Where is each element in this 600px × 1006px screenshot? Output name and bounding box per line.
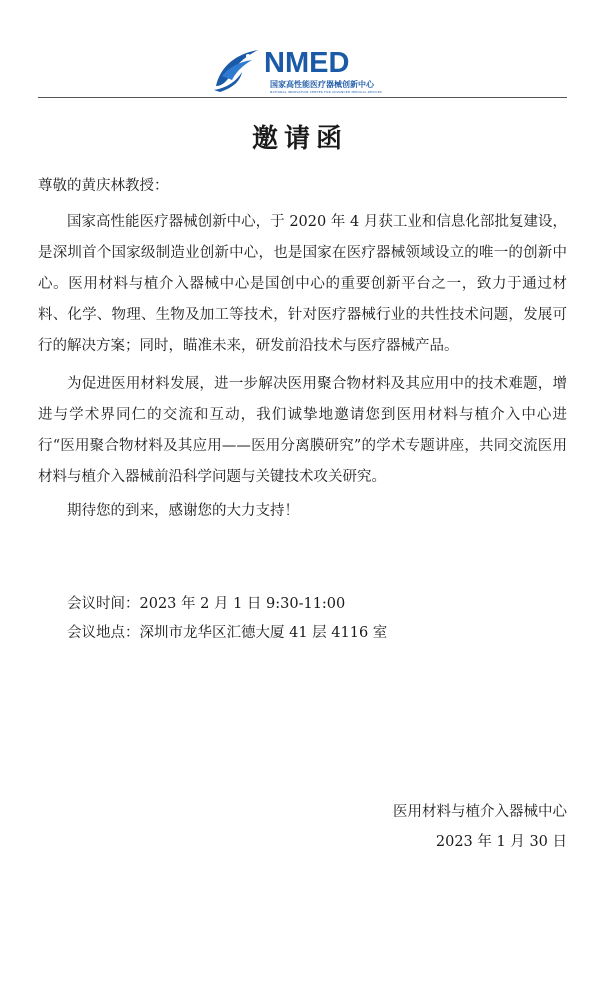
logo-letters-med: MED <box>284 47 350 79</box>
logo-subtitle-en: NATIONAL INNOVATION CENTER FOR ADVANCED MEDICAL DEVICES <box>270 90 383 94</box>
header-divider <box>38 97 567 98</box>
salutation: 尊敬的黄庆林教授： <box>38 178 169 194</box>
logo-letter-n: N <box>264 47 285 79</box>
logo-subtitle-cn: 国家高性能医疗器械创新中心 <box>270 80 374 89</box>
signature-date: 2023 年 1 月 30 日 <box>435 834 567 850</box>
signature-organization: 医用材料与植介入器械中心 <box>393 804 567 820</box>
paragraph-intro: 国家高性能医疗器械创新中心，于 2020 年 4 月获工业和信息化部批复建设，是深圳首个国家级制造业创新中心，也是国家在医疗器械领域设立的唯一的创新中心。医用材料与植介入器械中心是国创中心的重要创新平台之一，致力于通过材料、化学、物理、生物及加工等技术，针对医疗器械行业的共性技术问题，发展可行的解决方案；同时，瞄准未来，研发前沿技术与医疗器械产品。 <box>38 214 567 354</box>
nmed-logo <box>212 46 392 94</box>
letter-title: 邀请函 <box>251 124 348 154</box>
paragraph-closing: 期待您的到来，感谢您的大力支持！ <box>67 503 299 519</box>
paragraph-invitation: 为促进医用材料发展，进一步解决医用聚合物材料及其应用中的技术难题，增进与学术界同仁的交流和互动，我们诚挚地邀请您到医用材料与植介入中心进行“医用聚合物材料及其应用——医用分离膜研究”的学术专题讲座，共同交流医用材料与植介入器械前沿科学问题与关键技术攻关研究。 <box>38 376 567 485</box>
letterhead <box>0 0 600 100</box>
bird-logo-icon <box>212 46 262 92</box>
meeting-place: 会议地点：深圳市龙华区汇德大厦 41 层 4116 室 <box>67 625 388 641</box>
meeting-time: 会议时间：2023 年 2 月 1 日 9:30-11:00 <box>67 596 346 612</box>
logo-wordmark <box>264 48 349 78</box>
